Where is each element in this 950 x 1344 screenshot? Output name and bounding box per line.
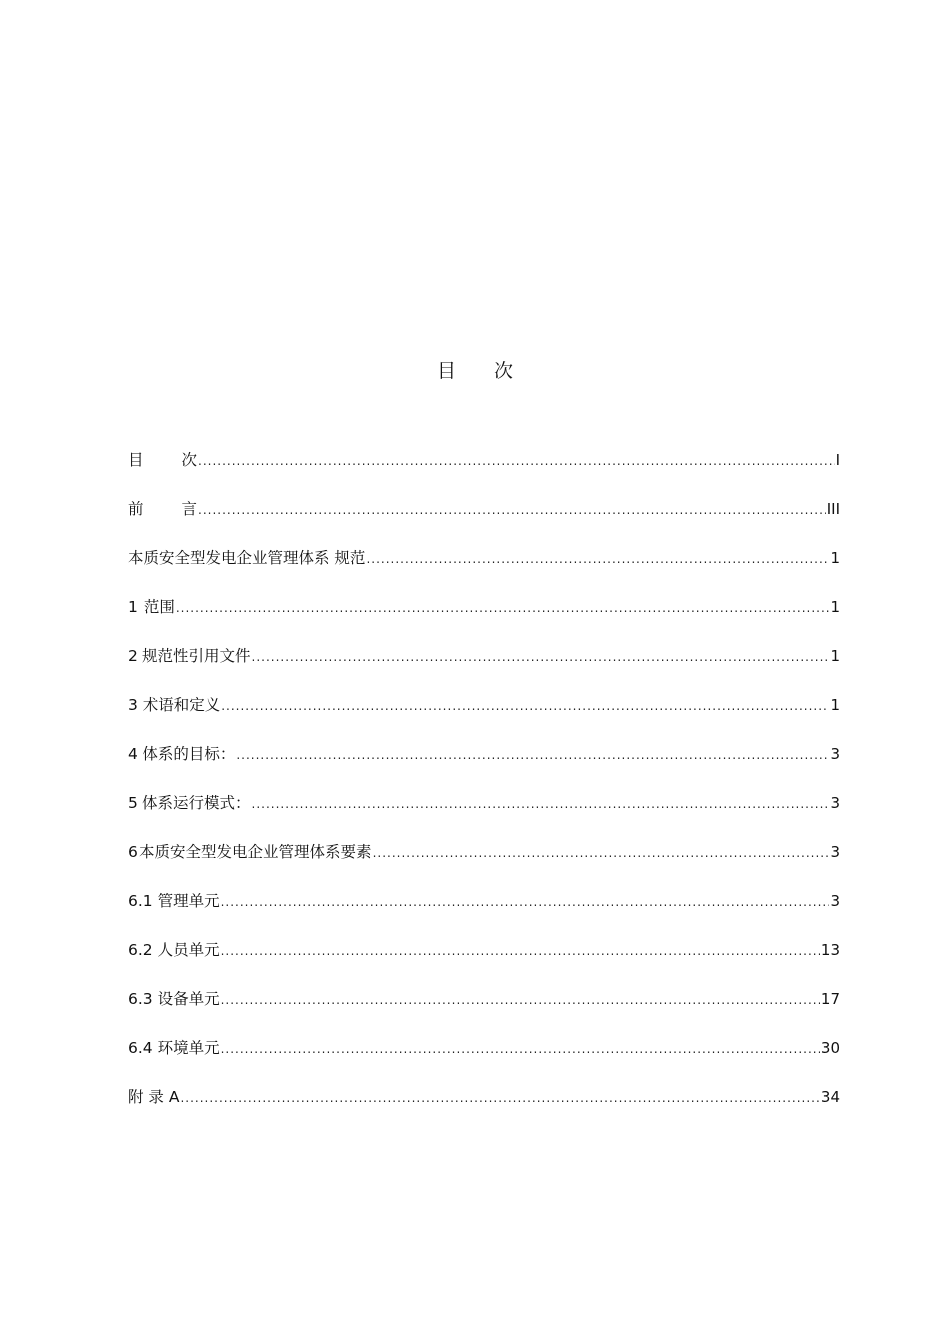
dot-leader — [221, 944, 820, 958]
dot-leader — [221, 699, 829, 713]
toc-entry-label: 6.4 环境单元 — [128, 1039, 220, 1057]
toc-entry-label: 前 言 — [128, 500, 198, 518]
toc-entry-label: 体系运行模式： — [141, 794, 251, 812]
toc-entry-6-1[interactable] — [128, 889, 840, 938]
dot-leader — [221, 1042, 820, 1056]
toc-entry-preface[interactable] — [128, 497, 840, 546]
toc-entry-label: 6.3 设备单元 — [128, 990, 220, 1008]
toc-entry-page: 3 — [830, 892, 840, 910]
toc-entry-page: 3 — [830, 794, 840, 812]
toc-entry-page: I — [835, 451, 840, 469]
toc-entry-label: 目 次 — [128, 451, 198, 469]
toc-entry-4[interactable] — [128, 742, 840, 791]
toc-entry-page: 1 — [830, 549, 840, 567]
toc-entry-label: 本质安全型发电企业管理体系 规范 — [128, 549, 366, 567]
toc-entry-label: 6.2 人员单元 — [128, 941, 220, 959]
toc-entry-standard-title[interactable] — [128, 546, 840, 595]
dot-leader — [236, 748, 829, 762]
toc-entry-page: III — [826, 500, 840, 518]
toc-entry-label: 范围 — [143, 598, 175, 616]
toc-entry-label: 规范性引用文件 — [141, 647, 251, 665]
dot-leader — [176, 601, 830, 615]
toc-entry-6[interactable] — [128, 840, 840, 889]
toc-entry-page: 1 — [830, 647, 840, 665]
toc-entry-5[interactable] — [128, 791, 840, 840]
toc-entry-page: 13 — [820, 941, 840, 959]
dot-leader — [221, 895, 830, 909]
toc-entry-page: 3 — [830, 745, 840, 763]
toc-entry-6-3[interactable] — [128, 987, 840, 1036]
toc-entry-label: 本质安全型发电企业管理体系要素 — [139, 843, 372, 861]
toc-entry-page: 1 — [830, 598, 840, 616]
toc-entry-1[interactable] — [128, 595, 840, 644]
toc-heading — [0, 356, 950, 383]
toc-entry-number: 4 — [128, 745, 138, 763]
toc-entry-page: 34 — [820, 1088, 840, 1106]
toc-entry-label: 体系的目标： — [142, 745, 236, 763]
toc-entry-6-2[interactable] — [128, 938, 840, 987]
toc-heading-char-2: 次 — [494, 360, 514, 382]
dot-leader — [252, 797, 830, 811]
toc-entry-number: 2 — [128, 647, 138, 665]
dot-leader — [198, 503, 826, 517]
toc-entry-number: 6 — [128, 843, 138, 861]
dot-leader — [373, 846, 830, 860]
toc-entry-number: 1 — [128, 598, 138, 616]
toc-entry-number: 3 — [128, 696, 138, 714]
toc-entry-page: 30 — [820, 1039, 840, 1057]
dot-leader — [366, 552, 829, 566]
toc-entry-label: 术语和定义 — [142, 696, 221, 714]
toc-entry-page: 17 — [820, 990, 840, 1008]
dot-leader — [252, 650, 830, 664]
toc-entry-label: 6.1 管理单元 — [128, 892, 220, 910]
toc-entry-page: 3 — [830, 843, 840, 861]
dot-leader — [221, 993, 820, 1007]
toc-entry-label: 附 录 A — [128, 1088, 180, 1106]
table-of-contents — [128, 448, 840, 1134]
toc-entry-6-4[interactable] — [128, 1036, 840, 1085]
toc-entry-contents[interactable] — [128, 448, 840, 497]
dot-leader — [198, 454, 835, 468]
toc-heading-char-1: 目 — [436, 360, 456, 382]
toc-entry-page: 1 — [830, 696, 840, 714]
toc-entry-number: 5 — [128, 794, 138, 812]
toc-entry-appendix-a[interactable] — [128, 1085, 840, 1134]
toc-entry-2[interactable] — [128, 644, 840, 693]
dot-leader — [180, 1091, 819, 1105]
toc-entry-3[interactable] — [128, 693, 840, 742]
